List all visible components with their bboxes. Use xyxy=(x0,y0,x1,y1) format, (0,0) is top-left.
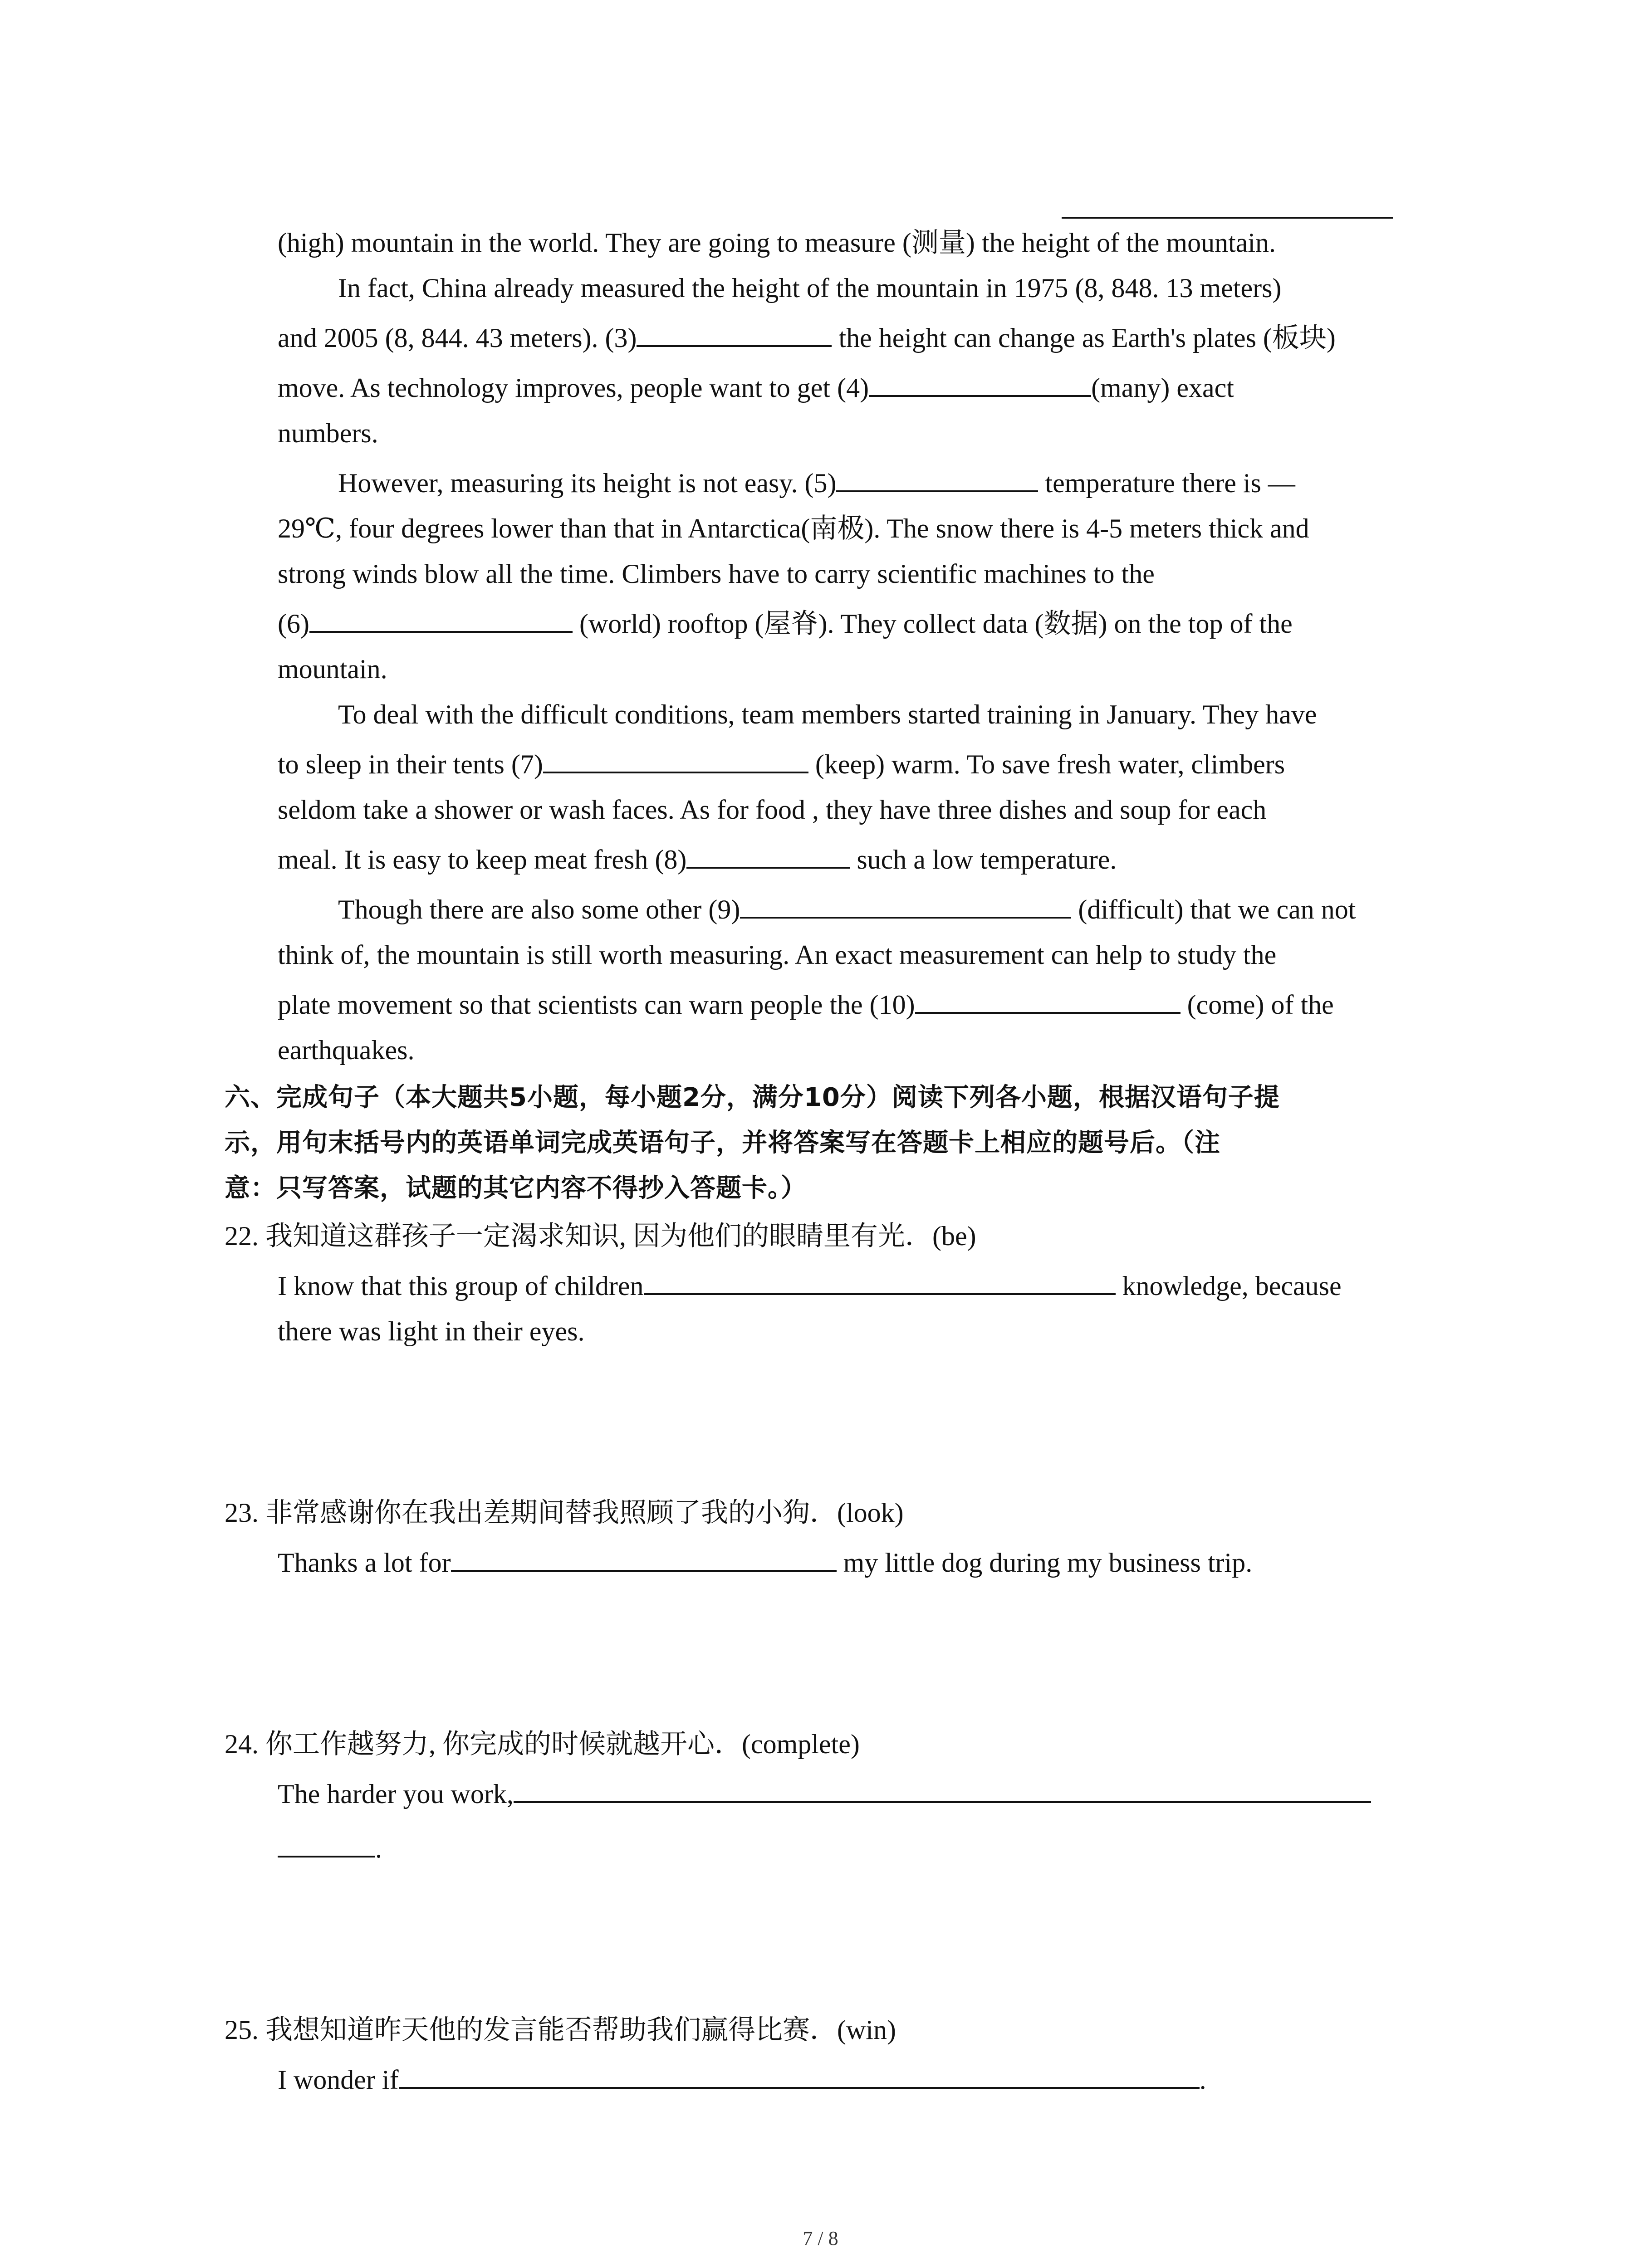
answer-blank-10 xyxy=(915,987,1181,1014)
question-prompt: 23. 非常感谢你在我出差期间替我照顾了我的小狗．(look) xyxy=(225,1498,904,1528)
passage-text: (keep) warm. To save fresh water, climbers xyxy=(808,749,1285,779)
question-answer-line: there was light in their eyes. xyxy=(278,1316,585,1346)
passage-text: Though there are also some other (9) xyxy=(338,894,740,924)
answer-blank-6 xyxy=(309,606,573,633)
passage-text: (6) xyxy=(278,609,309,639)
passage-text: and 2005 (8, 844. 43 meters). (3) xyxy=(278,323,637,353)
answer-text: Thanks a lot for xyxy=(278,1548,451,1578)
passage-text: However, measuring its height is not easy. (5) xyxy=(338,468,837,498)
question-prompt: 25. 我想知道昨天他的发言能否帮助我们赢得比赛．(win) xyxy=(225,2015,896,2045)
question-answer-line xyxy=(278,1776,1371,1812)
passage-line xyxy=(278,746,1285,782)
answer-text: . xyxy=(375,1833,382,1863)
passage-line: 29℃, four degrees lower than that in Antarctica(南极). The snow there is 4-5 meters thick and xyxy=(278,513,1309,543)
answer-blank-q25 xyxy=(399,2062,1200,2089)
answer-blank-5 xyxy=(836,465,1038,492)
question-answer-line xyxy=(278,1830,382,1867)
answer-text: The harder you work, xyxy=(278,1779,514,1809)
passage-line: In fact, China already measured the height of the mountain in 1975 (8, 848. 13 meters) xyxy=(338,273,1282,303)
passage-line: think of, the mountain is still worth measuring. An exact measurement can help to study the xyxy=(278,940,1277,970)
passage-text: such a low temperature. xyxy=(850,845,1117,875)
passage-text: plate movement so that scientists can warn people the (10) xyxy=(278,990,915,1020)
section-heading: 示，用句末括号内的英语单词完成英语句子，并将答案写在答题卡上相应的题号后。（注 xyxy=(225,1128,1220,1158)
passage-line xyxy=(278,320,1336,356)
answer-blank-9 xyxy=(740,891,1071,919)
answer-text: I know that this group of children xyxy=(278,1271,644,1301)
page-number: 7 / 8 xyxy=(803,2227,838,2249)
passage-text: the height can change as Earth's plates (板块) xyxy=(832,323,1336,353)
answer-text: my little dog during my business trip. xyxy=(836,1548,1253,1578)
answer-blank-q24 xyxy=(514,1776,1371,1803)
section-heading: 意：只写答案，试题的其它内容不得抄入答题卡。） xyxy=(225,1173,807,1203)
question-answer-line xyxy=(278,2062,1206,2098)
passage-line: mountain. xyxy=(278,654,387,684)
passage-line xyxy=(338,891,1356,928)
passage-line: strong winds blow all the time. Climbers have to carry scientific machines to the xyxy=(278,559,1155,589)
answer-blank-4 xyxy=(869,370,1091,397)
passage-text: temperature there is — xyxy=(1038,468,1295,498)
passage-text: (difficult) that we can not xyxy=(1071,894,1356,924)
answer-text: . xyxy=(1199,2065,1206,2095)
answer-blank-3 xyxy=(637,320,832,347)
passage-line: seldom take a shower or wash faces. As for food , they have three dishes and soup for each xyxy=(278,795,1267,825)
passage-line: numbers. xyxy=(278,418,378,448)
passage-line xyxy=(278,841,1117,878)
passage-text: (world) rooftop (屋脊). They collect data (数据) on the top of the xyxy=(572,609,1293,639)
answer-text: I wonder if xyxy=(278,2065,399,2095)
passage-text: (many) exact xyxy=(1091,373,1234,403)
passage-text: to sleep in their tents (7) xyxy=(278,749,543,779)
passage-line xyxy=(278,606,1293,642)
passage-text: meal. It is easy to keep meat fresh (8) xyxy=(278,845,687,875)
answer-blank-7 xyxy=(543,746,808,773)
answer-blank-8 xyxy=(686,841,850,869)
passage-line xyxy=(278,987,1334,1023)
passage-line xyxy=(338,465,1295,501)
passage-line: (high) mountain in the world. They are going to measure (测量) the height of the mountain. xyxy=(278,228,1276,258)
question-answer-line xyxy=(278,1545,1252,1581)
answer-blank-q24-cont xyxy=(278,1830,375,1857)
passage-text: (come) of the xyxy=(1180,990,1334,1020)
passage-text: move. As technology improves, people want to get (4) xyxy=(278,373,869,403)
question-prompt: 24. 你工作越努力, 你完成的时候就越开心．(complete) xyxy=(225,1729,860,1759)
passage-line: To deal with the difficult conditions, team members started training in January. They have xyxy=(338,699,1317,729)
answer-blank-2 xyxy=(1062,217,1393,219)
section-heading: 六、完成句子（本大题共5小题，每小题2分，满分10分）阅读下列各小题，根据汉语句子提 xyxy=(225,1083,1280,1112)
passage-line xyxy=(278,370,1234,406)
passage-line: earthquakes. xyxy=(278,1035,415,1065)
answer-blank-q23 xyxy=(451,1545,837,1572)
question-prompt: 22. 我知道这群孩子一定渴求知识, 因为他们的眼睛里有光．(be) xyxy=(225,1221,976,1251)
answer-blank-q22 xyxy=(644,1268,1116,1295)
answer-text: knowledge, because xyxy=(1115,1271,1342,1301)
question-answer-line xyxy=(278,1268,1342,1304)
